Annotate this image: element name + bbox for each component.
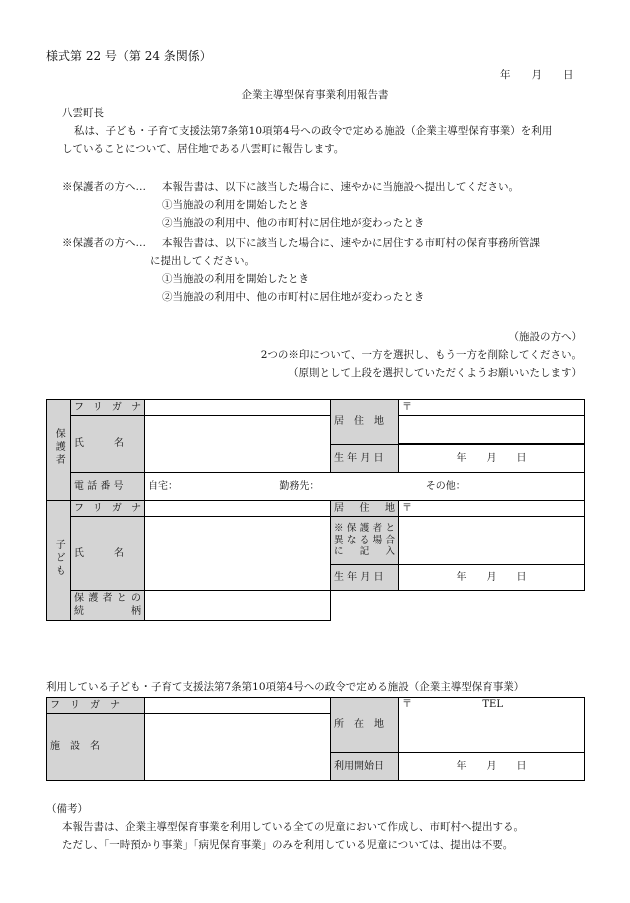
facility-name-field[interactable] — [145, 714, 331, 781]
facility-name-label: 施 設 名 — [47, 714, 145, 781]
notice-1-text: 本報告書は、以下に該当した場合に、速やかに当施設へ提出してください。 — [162, 181, 519, 193]
notice-2-item-2: ②当施設の利用中、他の市町村に居住地が変わったとき — [162, 291, 425, 303]
child-address-field[interactable] — [399, 517, 585, 565]
guardian-address-field[interactable] — [399, 416, 585, 444]
document-title: 企業主導型保育事業利用報告書 — [241, 89, 389, 101]
child-section-label: 子ども — [47, 501, 71, 621]
facility-location-field[interactable] — [399, 698, 585, 753]
applicant-table — [46, 399, 585, 621]
remarks-heading: （備考） — [46, 803, 88, 815]
notice-2-text-cont: に提出してください。 — [150, 255, 255, 267]
guardian-address-label: 居 住 地 — [331, 400, 399, 445]
guardian-phone-field[interactable] — [145, 473, 585, 501]
notice-2-prefix: ※保護者の方へ… — [62, 237, 146, 249]
facility-note-line-2: 2つの※印について、一方を選択し、もう一方を削除してください。 — [260, 349, 582, 361]
phone-work-label: 勤務先： — [279, 480, 320, 492]
facility-table — [46, 697, 585, 781]
phone-home-label: 自宅： — [148, 480, 178, 492]
child-birthdate-label: 生 年 月 日 — [331, 565, 399, 591]
notice-2-text: 本報告書は、以下に該当した場合に、速やかに居住する市町村の保育事務所管課 — [162, 237, 540, 249]
child-relation-label: 保護者との 続 柄 — [71, 591, 145, 621]
notice-1-item-2: ②当施設の利用中、他の市町村に居住地が変わったとき — [162, 217, 425, 229]
guardian-name-label: 氏 名 — [71, 416, 145, 473]
facility-postal-mark: 〒 — [402, 699, 412, 710]
notice-1-item-1: ①当施設の利用を開始したとき — [162, 199, 309, 211]
child-postal-field[interactable]: 〒 — [399, 501, 585, 517]
child-furigana-label: フリガナ — [71, 501, 145, 517]
child-name-field[interactable] — [145, 517, 331, 591]
guardian-section-label: 保護者 — [47, 400, 71, 501]
date-line: 年 月 日 — [500, 69, 574, 81]
child-address-note: ※保護者と 異なる場合 に 記 入 — [331, 517, 399, 565]
guardian-birthdate-field[interactable]: 年 月 日 — [399, 445, 585, 473]
guardian-phone-label: 電 話 番 号 — [71, 473, 145, 501]
remarks-line-1: 本報告書は、企業主導型保育事業を利用している全ての児童において作成し、市町村へ提出する。 — [62, 821, 524, 833]
child-relation-field[interactable] — [145, 591, 331, 621]
body-line-1: 私は、子ども・子育て支援法第7条第10項第4号への政令で定める施設（企業主導型保育事業）を利用 — [74, 125, 553, 137]
body-line-2: していることについて、居住地である八雲町に報告します。 — [62, 143, 345, 155]
facility-furigana-field[interactable] — [145, 698, 331, 714]
guardian-furigana-label: フリガナ — [71, 400, 145, 416]
guardian-name-field[interactable] — [145, 416, 331, 473]
facility-start-date-label: 利用開始日 — [331, 753, 399, 781]
form-number: 様式第 22 号（第 24 条関係） — [46, 49, 212, 63]
facility-furigana-label: フ リ ガ ナ — [47, 698, 145, 714]
notice-2-item-1: ①当施設の利用を開始したとき — [162, 273, 309, 285]
child-address-label: 居 住 地 — [331, 501, 399, 517]
facility-note-heading: （施設の方へ） — [508, 331, 582, 343]
remarks-line-2: ただし、「一時預かり事業」「病児保育事業」のみを利用している児童については、提出は不要。 — [62, 839, 514, 851]
facility-location-label: 所 在 地 — [331, 698, 399, 753]
child-name-label: 氏 名 — [71, 517, 145, 591]
guardian-furigana-field[interactable] — [145, 400, 331, 416]
phone-other-label: その他： — [425, 480, 466, 492]
facility-start-date-field[interactable]: 年 月 日 — [399, 753, 585, 781]
facility-tel-label: TEL — [482, 699, 503, 710]
guardian-postal-field[interactable]: 〒 — [399, 400, 585, 416]
guardian-birthdate-label: 生 年 月 日 — [331, 445, 399, 473]
child-birthdate-field[interactable]: 年 月 日 — [399, 565, 585, 591]
addressee: 八雲町長 — [62, 107, 104, 119]
notice-1-prefix: ※保護者の方へ… — [62, 181, 146, 193]
facility-heading: 利用している子ども・子育て支援法第7条第10項第4号への政令で定める施設（企業主導型保育事業） — [46, 681, 525, 693]
facility-note-line-3: （原則として上段を選択していただくようお願いいたします） — [288, 367, 582, 379]
child-furigana-field[interactable] — [145, 501, 331, 517]
